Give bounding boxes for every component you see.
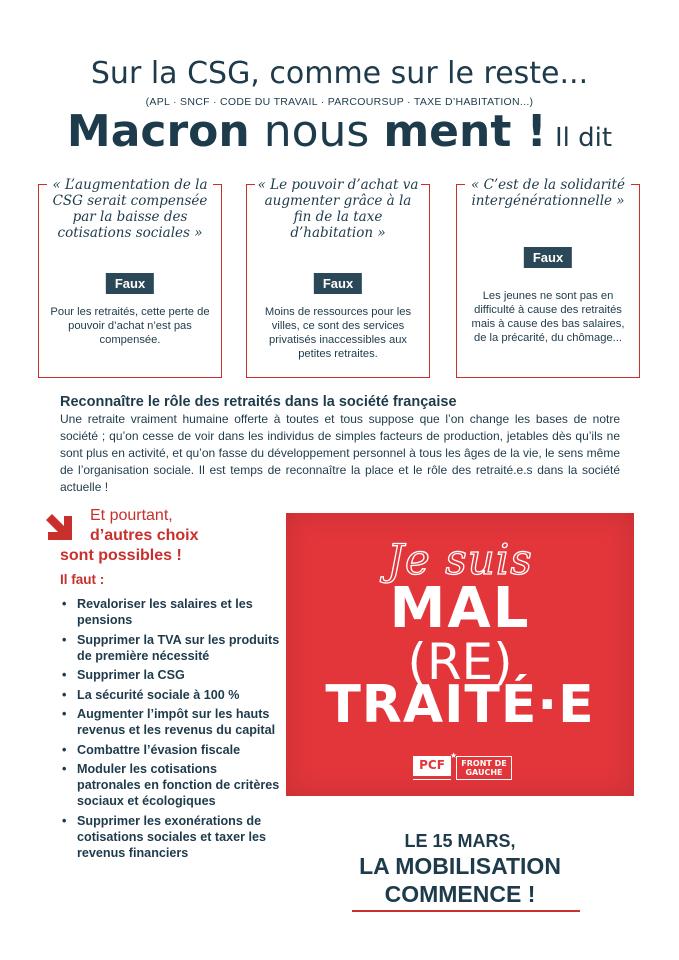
list-item: • Supprimer la TVA sur les produits de première nécessité <box>60 632 280 664</box>
faux-badge: Faux <box>314 273 362 294</box>
poster-script-text: Je suis <box>387 535 533 584</box>
star-icon: ★ <box>450 751 458 760</box>
front-de-gauche-logo: FRONT DE GAUCHE <box>456 756 512 780</box>
headline-main <box>0 106 679 157</box>
quote-rebuttal: Moins de ressources pour les villes, ce sont des services privatisés inaccessibles aux petites retraites. <box>264 306 412 360</box>
quote-text: « Le pouvoir d’achat va augmenter grâce à la fin de la taxe d’habitation » <box>255 177 421 241</box>
list-item: • Augmenter l’impôt sur les hauts revenus et les revenus du capital <box>60 706 280 738</box>
choices-title-line2: d’autres choix <box>90 527 199 544</box>
choices-title <box>60 506 198 566</box>
mobilisation-date: LE 15 MARS, <box>404 831 516 851</box>
poster-mal-text: MAL <box>389 576 531 641</box>
choices-title-line1: Et pourtant, <box>90 507 173 524</box>
quote-text: « C’est de la solidarité intergénérationnelle » <box>465 177 631 209</box>
headline-il-dit: Il dit <box>546 123 613 153</box>
pcf-logo-text: PCF <box>419 758 445 772</box>
section-text: Une retraite vraiment humaine offerte à toutes et tous suppose que l’on change les bases de notre société ; qu’on cesse de voir dans les individus de simples facteurs de production, jetables dès qu’ils ne sont plus en activité, et qu’on fasse du développement personnel à tous les âges de la vie, le sens même de l’organisation sociale. Il est temps de reconnaître la place et le rôle des retraité.e.s dans la société actuelle ! <box>60 412 620 494</box>
choices-title-line3: sont possibles ! <box>60 547 182 564</box>
measures-list <box>60 596 280 865</box>
list-item: • Supprimer la CSG <box>60 667 280 683</box>
quote-box-1 <box>38 177 222 378</box>
quote-rebuttal: Pour les retraités, cette perte de pouvoir d’achat n’est pas compensée. <box>50 306 210 346</box>
list-item: • Combattre l’évasion fiscale <box>60 742 280 758</box>
headline-intro: Sur la CSG, comme sur le reste... <box>90 56 589 91</box>
quote-box-2 <box>246 177 430 378</box>
headline-nous: nous <box>249 106 384 157</box>
quote-rebuttal: Les jeunes ne sont pas en difficulté à cause des retraités mais à cause des bas salaires, de la précarité, du chômage... <box>471 290 625 344</box>
poster-traite-text: TRAITÉ·E <box>325 675 595 735</box>
headline-topics: (APL · SNCF · CODE DU TRAVAIL · PARCOURSUP · TAXE D’HABITATION...) <box>145 96 534 108</box>
poster-re-text: (RE) <box>407 633 513 691</box>
mobilisation-line1: LA MOBILISATION <box>359 853 561 879</box>
headline-ment: ment ! <box>383 106 547 157</box>
mobilisation-line2: COMMENCE ! <box>384 881 536 907</box>
list-item: • Supprimer les exonérations de cotisations sociales et taxer les revenus financiers <box>60 813 280 862</box>
faux-badge: Faux <box>524 247 572 268</box>
faux-badge: Faux <box>106 273 154 294</box>
pcf-logo <box>413 756 451 780</box>
list-item: • Revaloriser les salaires et les pensions <box>60 596 280 628</box>
mobilisation-slogan <box>286 852 634 908</box>
il-faut-label: Il faut : <box>60 572 105 587</box>
poster-image <box>286 513 634 796</box>
list-item: • Moduler les cotisations patronales en fonction de critères sociaux et écologiques <box>60 761 280 810</box>
divider <box>352 910 580 912</box>
quote-box-3 <box>456 177 640 378</box>
quote-text: « L’augmentation de la CSG serait compensée par la baisse des cotisations sociales » <box>47 177 213 241</box>
list-item: • La sécurité sociale à 100 % <box>60 687 280 703</box>
section-title: Reconnaître le rôle des retraités dans la société française <box>60 394 457 410</box>
headline-macron: Macron <box>66 106 250 157</box>
